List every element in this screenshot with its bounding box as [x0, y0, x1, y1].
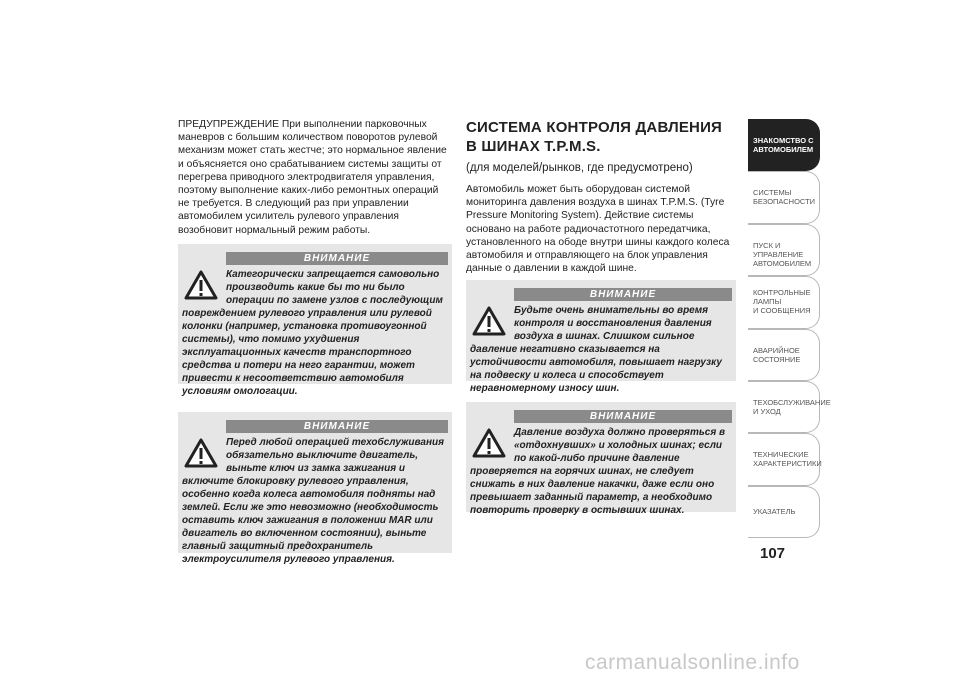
page-number: 107: [760, 545, 786, 562]
warning-text: Будьте очень внимательны во время контроля и восстановления давления воздуха в шинах. Слишком сильное давление негативно сказывается на устойчивости автомобиля, повышает нагрузку на подвеску и колеса и способствует неравномерному износу шин.: [470, 305, 722, 394]
tab-warning-lights[interactable]: КОНТРОЛЬНЫЕ ЛАМПЫ И СООБЩЕНИЯ: [748, 276, 820, 328]
steering-warning-paragraph: ПРЕДУПРЕЖДЕНИЕ При выполнении парковочных маневров с большим количеством поворотов рулевой механизм может стать жестче; это нормальное явление и объясняется оно срабатыванием системы защиты от перегрева приводного электродвигателя управления, поэтому выполнение каких-либо ремонтных операций не требуется. В следующий раз при управлении автомобилем усилитель рулевого управления возобновит нормальный режим работы.: [178, 119, 447, 236]
section-body: Автомобиль может быть оборудован системой мониторинга давления воздуха в шинах T.P.M.S. (Tyre Pressure Monitoring System). Действие системы основано на работе радиочастотного передатчика, установленного на ободе внутри шины каждого колеса автомобиля и отправляющего на блок управления данные о давлении в каждой шине.: [466, 184, 730, 275]
warning-heading: ВНИМАНИЕ: [514, 410, 732, 423]
warning-text: Перед любой операцией техобслуживания обязательно выключите двигатель, выньте ключ из замка зажигания и включите блокировку рулевого управления, особенно когда колеса автомобиля подняты над землей. Если же это невозможно (необходимость оставить ключ зажигания в положении MAR или двигатель во включенном состоянии), выньте главный защитный предохранитель электроусилителя рулевого управления.: [182, 437, 445, 565]
warning-box-1: [178, 244, 452, 397]
right-column: [466, 118, 736, 275]
tab-getting-to-know[interactable]: ЗНАКОМСТВО С АВТОМОБИЛЕМ: [748, 119, 820, 171]
warning-box-3: [466, 280, 736, 394]
warning-box-4: [466, 402, 736, 516]
tab-emergency[interactable]: АВАРИЙНОЕ СОСТОЯНИЕ: [748, 329, 820, 381]
tab-index[interactable]: УКАЗАТЕЛЬ: [748, 486, 820, 538]
warning-heading: ВНИМАНИЕ: [226, 252, 448, 265]
tab-starting-driving[interactable]: ПУСК И УПРАВЛЕНИЕ АВТОМОБИЛЕМ: [748, 224, 820, 276]
section-subtitle: (для моделей/рынков, где предусмотрено): [466, 162, 693, 174]
warning-text: Давление воздуха должно проверяться в «отдохнувших» и холодных шинах; если по какой-либо причине давление проверяется на горячих шинах, не следует снижать в них давление накачки, даже если оно превышает заданный параметр, а необходимо повторить проверку в остывших шинах.: [470, 427, 726, 516]
warning-text: Категорически запрещается самовольно производить какие бы то ни было операции по замене узлов с последующим повреждением рулевого управления или рулевой колонки (например, установка противоугонной системы), что помимо ухудшения эксплуатационных качеств транспортного средства и потери на него гарантии, может привести к несоответствию автомобиля условиям омологации.: [182, 269, 443, 397]
tab-safety-systems[interactable]: СИСТЕМЫ БЕЗОПАСНОСТИ: [748, 171, 820, 223]
warning-heading: ВНИМАНИЕ: [514, 288, 732, 301]
warning-heading: ВНИМАНИЕ: [226, 420, 448, 433]
tab-technical-data[interactable]: ТЕХНИЧЕСКИЕ ХАРАКТЕРИСТИКИ: [748, 433, 820, 485]
warning-box-2: [178, 412, 452, 565]
section-title: СИСТЕМА КОНТРОЛЯ ДАВЛЕНИЯ В ШИНАХ T.P.M.S.: [466, 119, 723, 155]
chapter-tabs: [748, 119, 831, 538]
tab-maintenance[interactable]: ТЕХОБСЛУЖИВАНИЕ И УХОД: [748, 381, 820, 433]
watermark: carmanualsonline.info: [585, 651, 800, 674]
left-column: [178, 118, 452, 237]
